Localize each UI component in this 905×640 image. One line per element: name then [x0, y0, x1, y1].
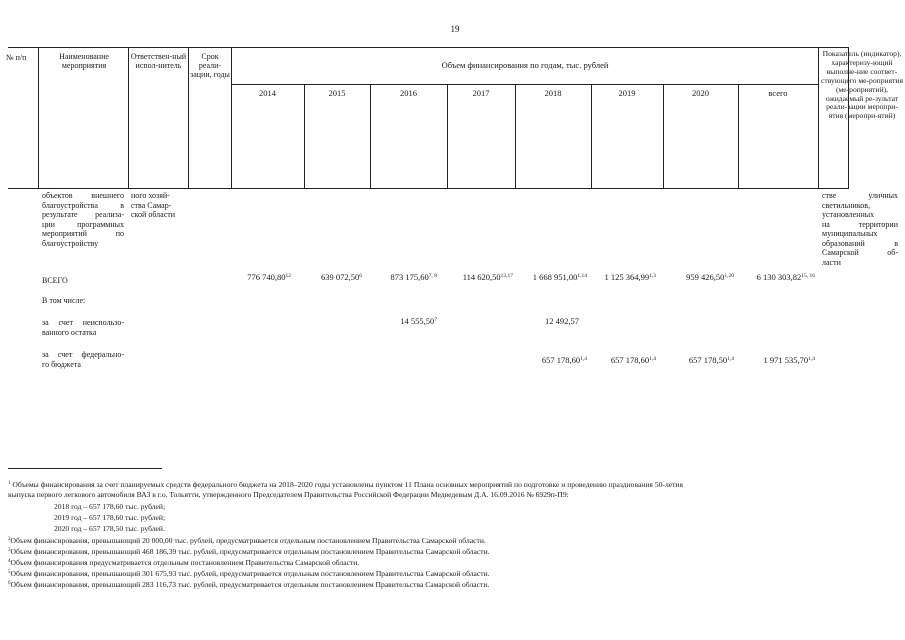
- header-col-number: № п/п: [6, 53, 27, 62]
- text-line: мероприятий по: [42, 229, 124, 238]
- unused-value-2018: 12 492,57: [545, 316, 579, 326]
- text-line: ства Самар-: [131, 200, 172, 210]
- text-line: ванного остатка: [42, 327, 97, 337]
- federal-value-2018: 657 178,60$^{1,4}$: [541, 355, 587, 365]
- federal-row-label: [42, 350, 124, 369]
- total-value-2018: 1 668 951,00$^{1,14}$: [532, 272, 587, 282]
- including-label: В том числе:: [42, 296, 86, 305]
- unused-value-2016: 14 555,50$^7$: [400, 316, 437, 326]
- year-header: 2015: [328, 88, 346, 98]
- continued-indicator-cell: [822, 191, 898, 267]
- footnote-4: $^4$Объем финансирования предусматривается отдельным постановлением Правительства Самарской области.: [8, 558, 360, 567]
- text-line: ской области: [131, 210, 176, 219]
- text-line: муниципальных: [822, 229, 878, 238]
- year-header: 2016: [400, 88, 417, 98]
- text-line: установленных: [822, 210, 875, 219]
- year-header: 2017: [472, 88, 490, 98]
- footnote-1-item-2020: 2020 год – 657 178,50 тыс. рублей.: [54, 524, 165, 533]
- year-header: 2019: [618, 88, 636, 98]
- year-header: 2018: [544, 88, 562, 98]
- text-line: ласти: [822, 257, 841, 267]
- year-header: 2020: [692, 88, 709, 98]
- text-line: образований в: [822, 238, 898, 248]
- year-header: 2014: [259, 88, 276, 98]
- text-line: ного хозяй-: [131, 191, 170, 200]
- footnote-2: $^2$Объем финансирования, превышающий 20 000,00 тыс. рублей, предусматривается отдельным постановлением Правительства Самарской области.: [8, 536, 486, 545]
- text-line: благоустройству: [42, 238, 99, 248]
- footnote-1-continued: выпуска первого легкового автомобиля ВАЗ в г.о. Тольятти, утвержденного Председателем Правительства Российской Федерации Медведевым Д.А. 16.09.2016 № 6929п-П9:: [8, 490, 569, 499]
- text-line: светильников,: [822, 200, 871, 210]
- total-value-2017: 114 620,50$^{13,17}$: [462, 272, 513, 282]
- header-col-name: Наименование мероприятия: [59, 52, 109, 70]
- text-line: результате реализа-: [42, 210, 124, 219]
- continued-name-cell: [42, 191, 124, 248]
- page-number: 19: [450, 24, 460, 34]
- unused-row-label: [42, 318, 124, 337]
- footnote-1-item-2018: 2018 год – 657 178,60 тыс. рублей;: [54, 502, 166, 511]
- footnote-1: $^1$ Объемы финансирования за счет планируемых средств федерального бюджета на 2018–2020 годы установлены пунктом 11 Плана основных мероприятий по подготовке и проведению празднования 50-летия: [8, 480, 683, 489]
- text-line: за счет неиспользо-: [42, 318, 124, 327]
- text-line: стве уличных: [822, 191, 898, 200]
- federal-value-2020: 657 178,50$^{1,4}$: [688, 355, 734, 365]
- header-col-indicator: Показатель (индикатор), характеризу-ющий выполне-ние соответ-ствующего ме-роприятия (ме-роприятий), ожидаемый ре-зультат реали-зации меропри-ятия (меропри-ятий): [821, 49, 903, 121]
- total-value-2019: 1 125 364,99$^{1,3}$: [604, 272, 656, 282]
- header-col-term: Срок реали-зации, годы: [190, 52, 230, 79]
- text-line: го бюджета: [42, 359, 81, 369]
- footnote-1-item-2019: 2019 год – 657 178,60 тыс. рублей;: [54, 513, 166, 522]
- header-col-funding: Объем финансирования по годам, тыс. рублей: [441, 60, 609, 70]
- text-line: объектов внешнего: [42, 191, 124, 200]
- text-line: ции программных: [42, 219, 124, 229]
- federal-value-2019: 657 178,60$^{1,4}$: [610, 355, 656, 365]
- text-line: за счет федерально-: [42, 350, 124, 359]
- total-value-2014: 776 740,80$^{12}$: [247, 272, 291, 282]
- footnote-5: $^5$Объем финансирования, превышающий 301 675,93 тыс. рублей, предусматривается отдельным постановлением Правительства Самарской области.: [8, 569, 490, 578]
- header-col-executor: Ответствен-ный испол-нитель: [130, 52, 187, 70]
- footnote-6: $^6$Объем финансирования, превышающий 283 116,73 тыс. рублей, предусматривается отдельным постановлением Правительства Самарской области.: [8, 580, 490, 589]
- footnote-separator: [8, 468, 162, 469]
- year-header: всего: [768, 88, 788, 98]
- footnote-3: $^3$Объем финансирования, превышающий 468 186,39 тыс. рублей, предусматривается отдельным постановлением Правительства Самарской области.: [8, 547, 490, 556]
- total-value-2020: 959 426,50$^{1,20}$: [686, 272, 734, 282]
- total-value-2015: 639 072,50$^6$: [321, 272, 362, 282]
- total-row-label: ВСЕГО: [42, 276, 68, 285]
- continued-executor-cell: [131, 191, 187, 220]
- total-value-all: 6 130 303,82$^{15, 16}$: [756, 272, 815, 282]
- federal-value-total: 1 971 535,70$^{1,4}$: [763, 355, 815, 365]
- total-value-2016: 873 175,60$^{7, 8}$: [390, 272, 437, 282]
- text-line: благоустройства в: [42, 200, 124, 210]
- text-line: на территории: [822, 219, 898, 229]
- text-line: Самарской об-: [822, 248, 898, 257]
